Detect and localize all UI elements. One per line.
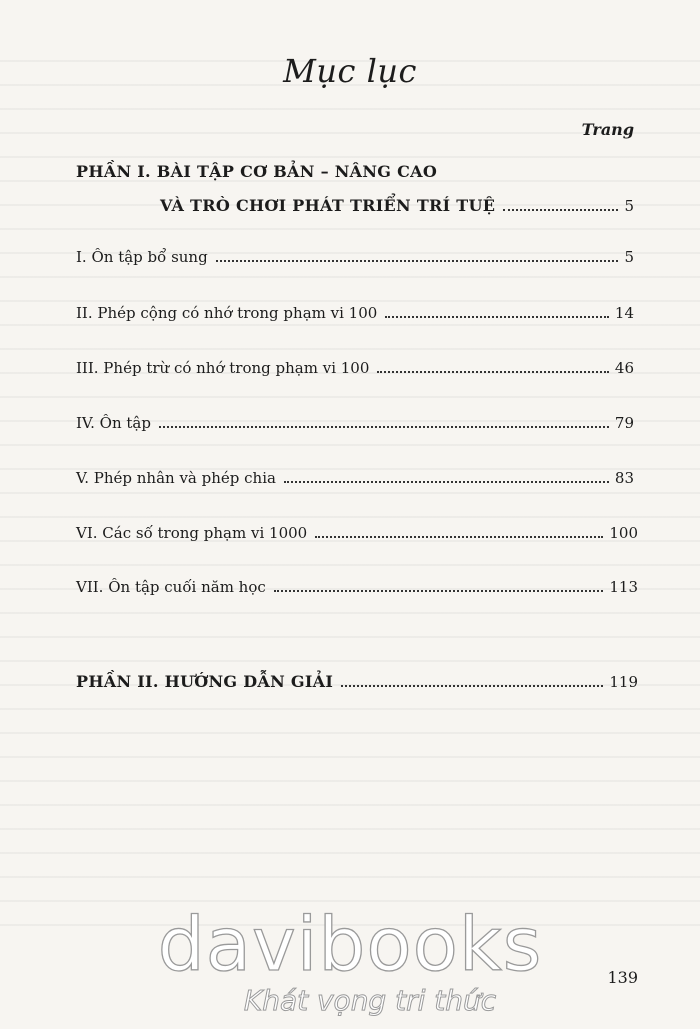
- toc-entry: [76, 469, 634, 487]
- toc-entry: [76, 414, 634, 432]
- toc-part1-heading: PHẦN I. BÀI TẬP CƠ BẢN – NÂNG CAO: [76, 162, 438, 181]
- toc-entry-label: VI. Các số trong phạm vi 1000: [76, 524, 308, 542]
- toc-part2-heading: PHẦN II. HƯỚNG DẪN GIẢI: [76, 672, 334, 691]
- toc-leader-dots: [284, 481, 609, 483]
- toc-entry-label: II. Phép cộng có nhớ trong phạm vi 100: [76, 304, 378, 322]
- toc-entry: [76, 672, 638, 691]
- toc-entry-page: 5: [624, 197, 634, 215]
- toc-entry-label: VÀ TRÒ CHƠI PHÁT TRIỂN TRÍ TUỆ: [160, 196, 496, 215]
- toc-entry-page: 5: [624, 248, 634, 266]
- toc-entry-label: IV. Ôn tập: [76, 414, 151, 432]
- toc-leader-dots: [377, 371, 609, 373]
- page-number: 139: [607, 968, 638, 987]
- toc-entry: [76, 304, 634, 322]
- toc-leader-dots: [274, 590, 604, 592]
- toc-entry-page: 119: [609, 673, 638, 691]
- show-through-background: [0, 60, 700, 940]
- toc-entry-page: 14: [614, 304, 634, 322]
- toc-entry: [76, 248, 634, 266]
- page-column-header: Trang: [581, 120, 634, 139]
- toc-entry-label: VII. Ôn tập cuối năm học: [76, 578, 266, 596]
- toc-entry-page: 79: [614, 414, 634, 432]
- toc-leader-dots: [216, 260, 619, 262]
- watermark-slogan: Khát vọng tri thức: [243, 984, 497, 1017]
- page-title: Mục lục: [283, 52, 417, 90]
- toc-entry-page: 46: [614, 359, 634, 377]
- toc-leader-dots: [341, 685, 603, 687]
- toc-entry-page: 100: [609, 524, 638, 542]
- toc-entry-label: V. Phép nhân và phép chia: [76, 469, 276, 487]
- toc-entry-page: 83: [614, 469, 634, 487]
- toc-entry-page: 113: [609, 578, 638, 596]
- toc-leader-dots: [315, 536, 603, 538]
- toc-entry-label: III. Phép trừ có nhớ trong phạm vi 100: [76, 359, 370, 377]
- toc-entry: [160, 196, 634, 215]
- toc-leader-dots: [385, 316, 609, 318]
- toc-entry-label: I. Ôn tập bổ sung: [76, 248, 208, 266]
- toc-leader-dots: [159, 426, 609, 428]
- watermark-brand: davibooks: [157, 902, 543, 988]
- toc-leader-dots: [503, 209, 618, 211]
- toc-entry: [76, 359, 634, 377]
- toc-entry: [76, 578, 638, 596]
- toc-entry: [76, 524, 638, 542]
